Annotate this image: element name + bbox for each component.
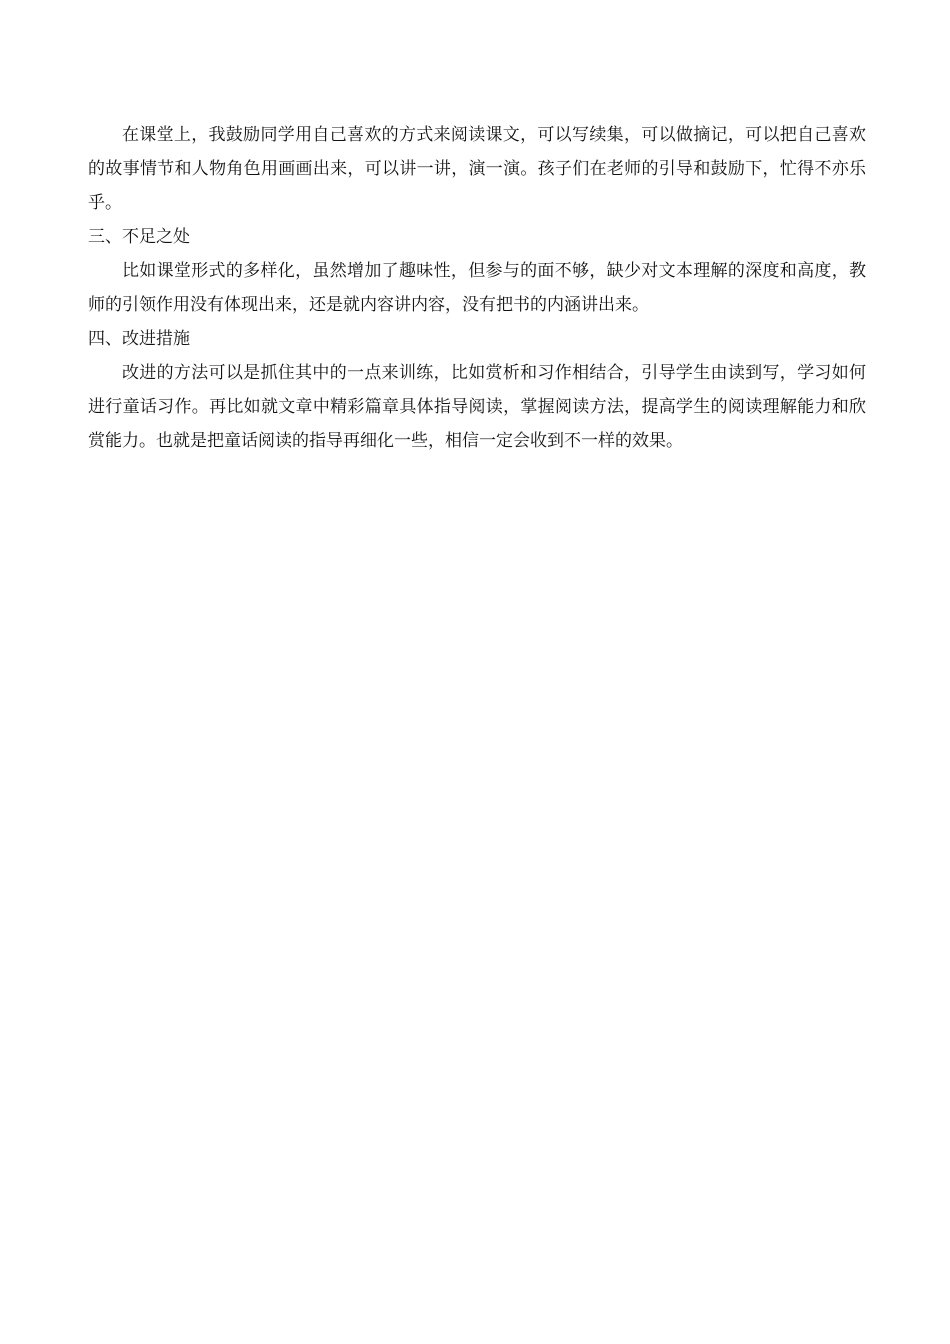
paragraph-improvements: 改进的方法可以是抓住其中的一点来训练，比如赏析和习作相结合，引导学生由读到写，学习如何进行童话习作。再比如就文章中精彩篇章具体指导阅读，掌握阅读方法，提高学生的阅读理解能力和欣赏能力。也就是把童话阅读的指导再细化一些，相信一定会收到不一样的效果。: [88, 363, 866, 451]
section-heading-improvements: 四、改进措施: [88, 329, 190, 349]
paragraph-classroom-methods: 在课堂上，我鼓励同学用自己喜欢的方式来阅读课文，可以写续集，可以做摘记，可以把自己喜欢的故事情节和人物角色用画画出来，可以讲一讲，演一演。孩子们在老师的引导和鼓励下，忙得不亦乐乎。: [88, 125, 866, 213]
paragraph-shortcomings: 比如课堂形式的多样化，虽然增加了趣味性，但参与的面不够，缺少对文本理解的深度和高度，教师的引领作用没有体现出来，还是就内容讲内容，没有把书的内涵讲出来。: [88, 261, 866, 315]
document-page: [88, 118, 866, 458]
section-heading-shortcomings: 三、不足之处: [88, 227, 190, 247]
